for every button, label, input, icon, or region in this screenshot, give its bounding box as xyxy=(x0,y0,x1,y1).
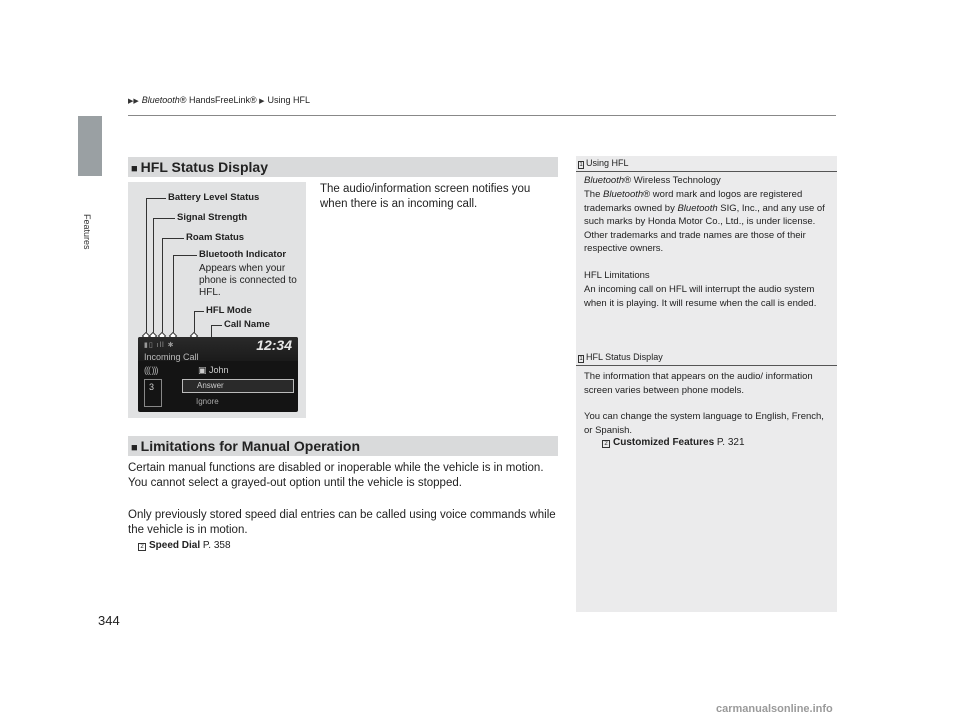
leader-line xyxy=(162,238,184,239)
square-bullet-icon: ■ xyxy=(131,163,138,175)
ignore-option: Ignore xyxy=(196,397,219,406)
leader-line xyxy=(173,255,174,336)
leader-line xyxy=(146,198,166,199)
caller-name: ▣ John xyxy=(198,365,229,375)
keypad-icon: 3 xyxy=(144,379,162,407)
customized-features-reference[interactable]: 2 Customized Features P. 321 xyxy=(602,437,745,448)
limitations-paragraph-1: Certain manual functions are disabled or inoperable while the vehicle is in motion. You cannot select a grayed-out option until the vehicle is stopped. xyxy=(128,462,544,489)
watermark: carmanualsonline.info xyxy=(716,703,833,715)
notes-sidebar xyxy=(576,156,837,612)
speed-dial-reference[interactable]: 2 Speed Dial P. 358 xyxy=(138,540,231,551)
note-limits-text: An incoming call on HFL will interrupt the audio system when it is playing. It will resume when the call is ended. xyxy=(584,284,817,309)
chapter-tab xyxy=(78,116,102,176)
note-marker-icon: 1 xyxy=(579,356,583,362)
label-signal: Signal Strength xyxy=(177,212,248,223)
chapter-label: Features xyxy=(82,214,92,250)
leader-line xyxy=(211,325,222,326)
status-icons: ▮▯ ıll ✱ xyxy=(144,342,175,349)
breadcrumb-hfl: ® HandsFreeLink® xyxy=(179,95,257,105)
leader-line xyxy=(153,218,154,336)
breadcrumb-using-hfl: Using HFL xyxy=(267,95,311,105)
reference-arrow-icon: 2 xyxy=(138,543,146,551)
leader-line xyxy=(194,311,204,312)
note-heading-using-hfl: 1 Using HFL xyxy=(576,158,837,172)
breadcrumb-arrow-icon: ▶ xyxy=(259,98,265,105)
label-call-name: Call Name xyxy=(224,319,270,330)
breadcrumb-arrow-icon: ▶▶ xyxy=(128,98,139,105)
header-rule xyxy=(128,115,836,116)
note-status-text-1: The information that appears on the audio/ information screen varies between phone models. xyxy=(584,371,813,396)
label-bt-indicator-desc: Appears when your phone is connected to HFL. xyxy=(199,263,297,298)
square-bullet-icon: ■ xyxy=(131,442,138,454)
reference-arrow-icon: 2 xyxy=(602,440,610,448)
leader-line xyxy=(153,218,175,219)
breadcrumb xyxy=(128,95,310,105)
leader-line xyxy=(146,198,147,336)
note-heading-hfl-status: 1 HFL Status Display xyxy=(576,352,837,366)
label-hfl-mode: HFL Mode xyxy=(206,305,252,316)
page-number: 344 xyxy=(98,613,120,628)
incoming-call-screen xyxy=(138,337,298,412)
leader-line xyxy=(173,255,197,256)
note-bt-title: Bluetooth® Wireless Technology xyxy=(584,175,721,186)
note-status-text-2: You can change the system language to English, French, or Spanish. xyxy=(584,411,824,436)
ringing-icon: ((( ))) xyxy=(144,365,158,375)
leader-line xyxy=(162,238,163,336)
section-heading-hfl-status: ■ HFL Status Display xyxy=(128,157,558,177)
incoming-call-label: Incoming Call xyxy=(144,352,199,362)
note-bt-text: The Bluetooth® word mark and logos are registered trademarks owned by Bluetooth SIG, Inc., and any use of such marks by Honda Motor Co., Ltd., is under license. Other trademarks and trade names are those of their respective owners. xyxy=(584,189,825,254)
label-bt-indicator: Bluetooth Indicator xyxy=(199,249,287,260)
note-limits-title: HFL Limitations xyxy=(584,270,650,281)
label-battery: Battery Level Status xyxy=(168,192,260,203)
answer-option: Answer xyxy=(182,379,294,393)
hfl-status-figure xyxy=(128,182,306,418)
screen-clock: 12:34 xyxy=(256,337,292,353)
label-roam: Roam Status xyxy=(186,232,245,243)
section-heading-limitations: ■ Limitations for Manual Operation xyxy=(128,436,558,456)
breadcrumb-bluetooth: Bluetooth xyxy=(141,95,180,105)
note-marker-icon: 1 xyxy=(579,162,583,168)
intro-paragraph: The audio/information screen notifies you when there is an incoming call. xyxy=(320,183,531,210)
limitations-paragraph-2: Only previously stored speed dial entries can be called using voice commands while the vehicle is in motion. xyxy=(128,509,556,536)
